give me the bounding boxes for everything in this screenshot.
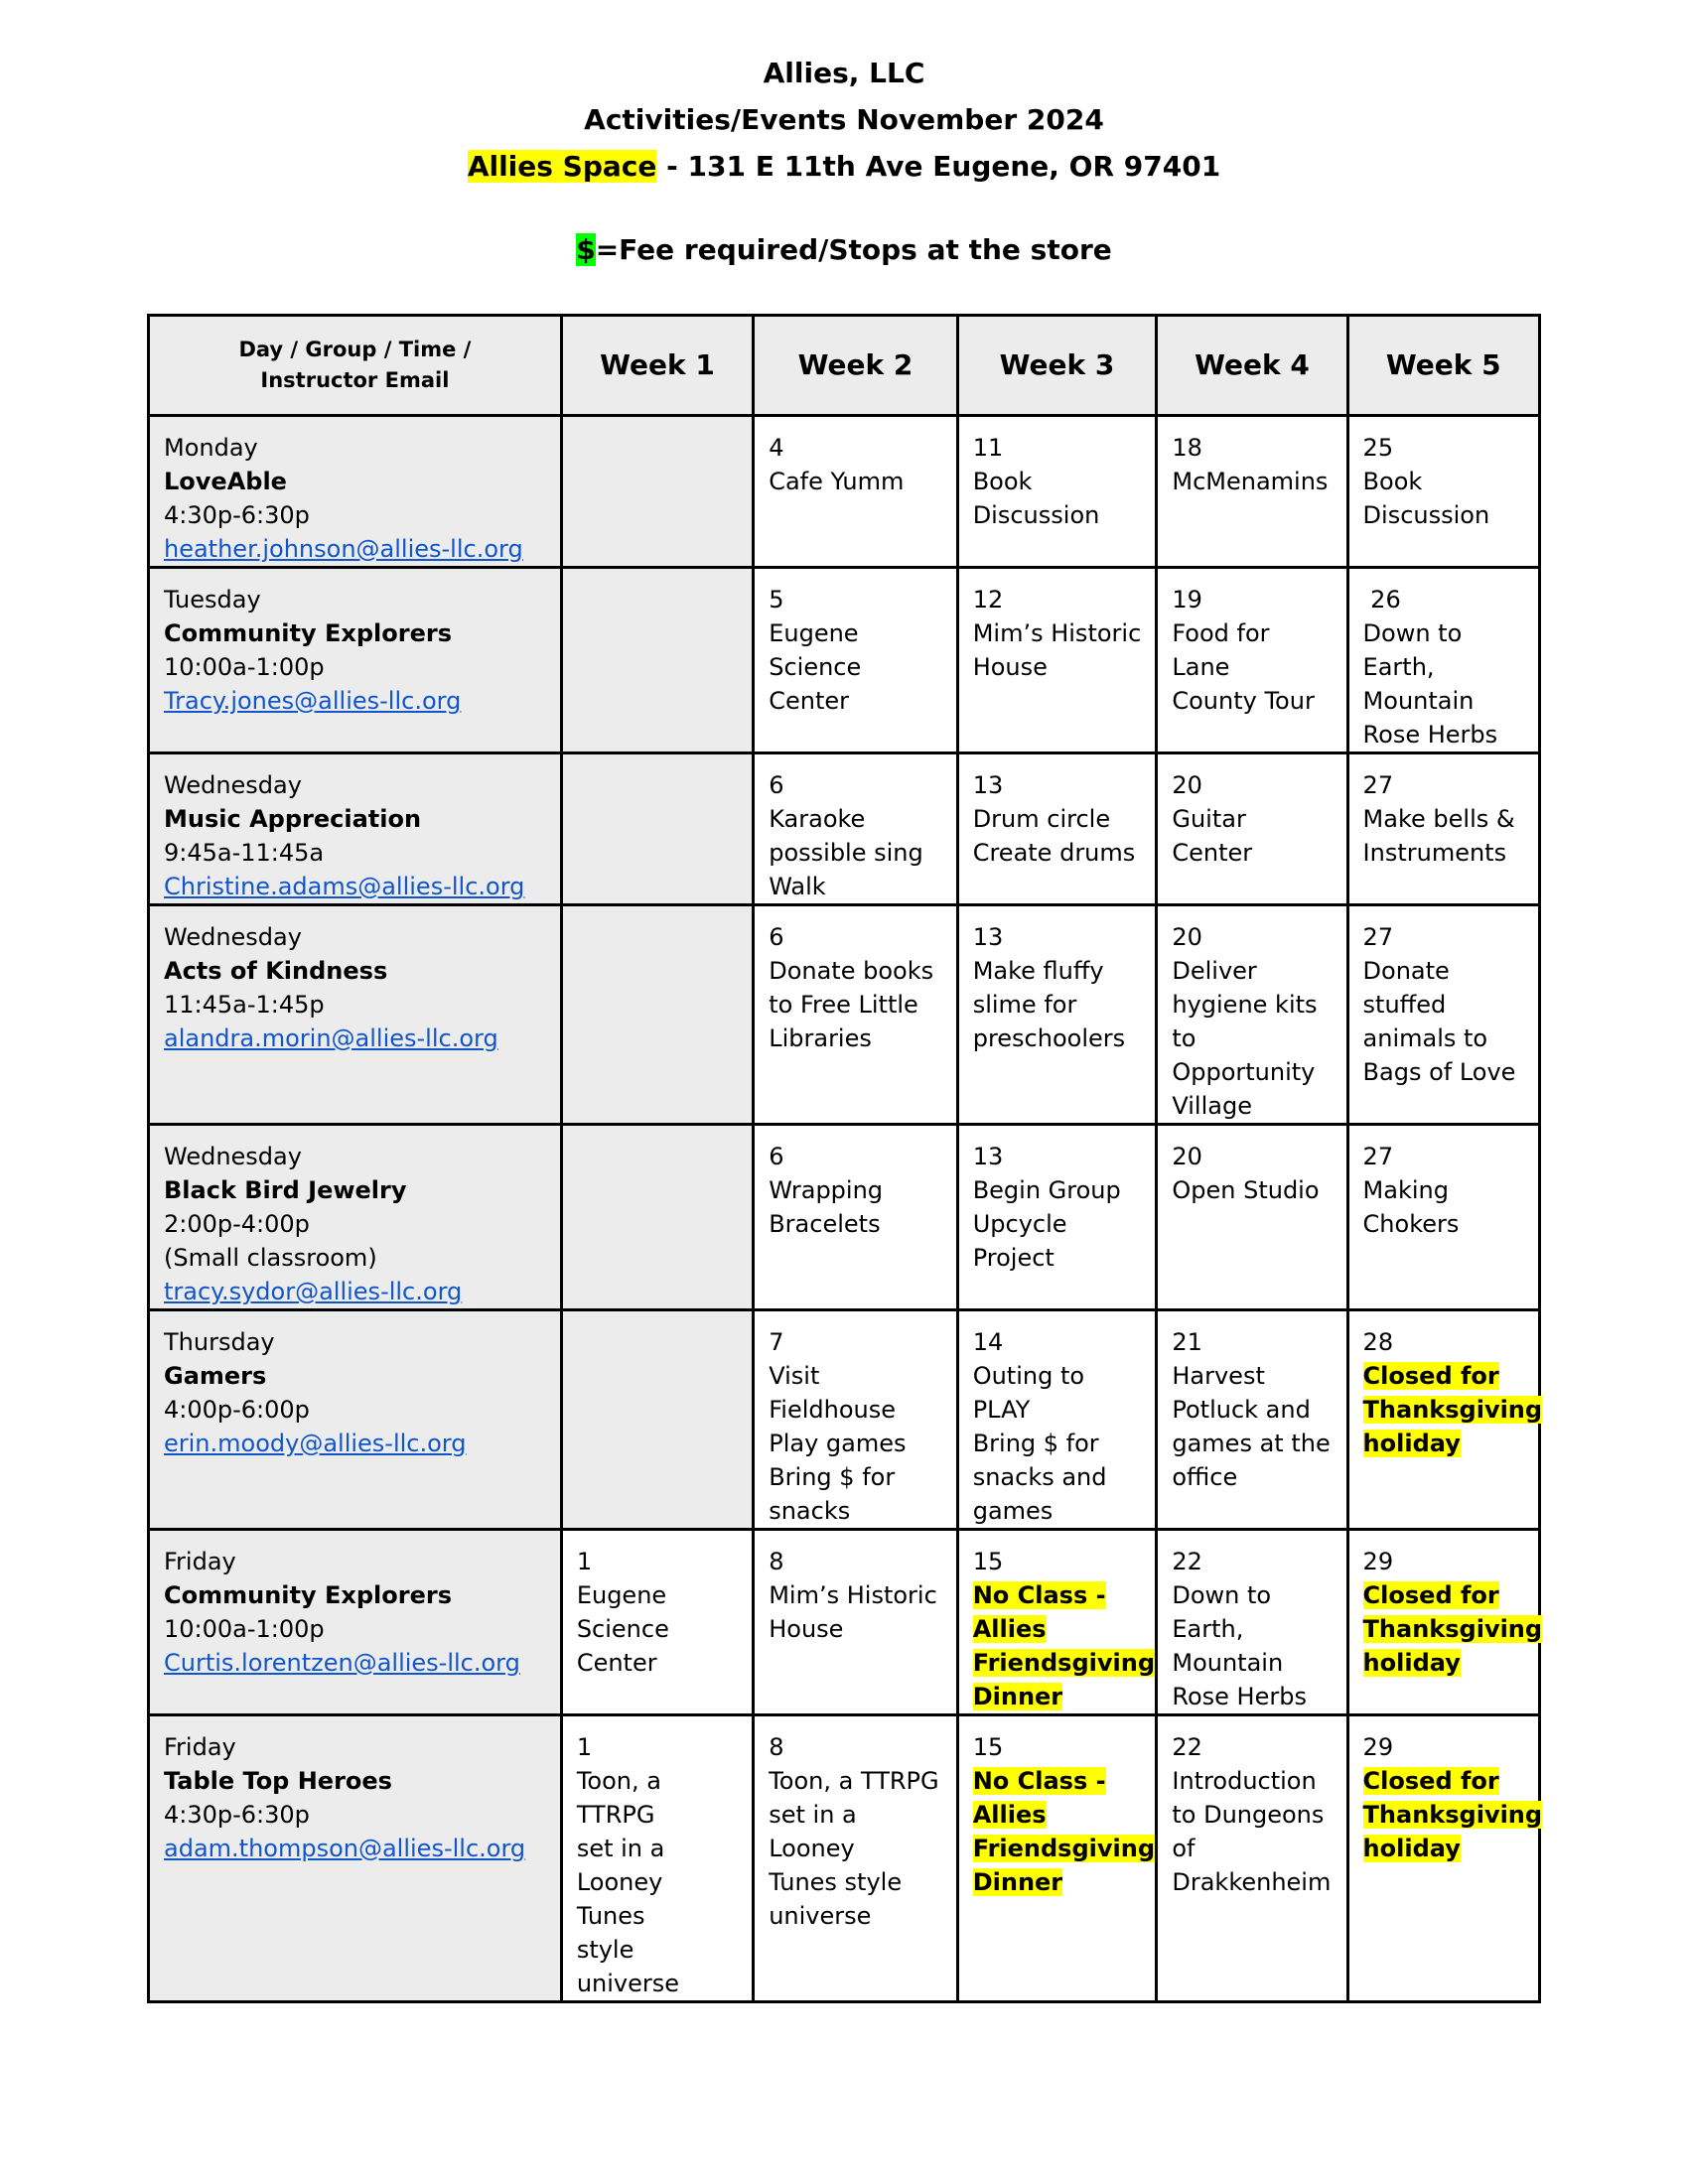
- activity-cell: [957, 753, 1157, 905]
- activity-date: 8: [769, 1733, 784, 1761]
- highlighted-activity-text: Friendsgiving: [972, 1649, 1155, 1677]
- highlighted-activity-text: Allies: [972, 1615, 1047, 1643]
- activity-text: Libraries: [769, 1024, 872, 1052]
- col-header-week-1: Week 1: [561, 316, 753, 416]
- instructor-email-link[interactable]: Tracy.jones@allies-llc.org: [164, 687, 462, 715]
- activity-text: set in a: [576, 1835, 665, 1862]
- activity-cell: [1347, 753, 1539, 905]
- activity-cell: [754, 1715, 957, 2002]
- activity-cell: [754, 1125, 957, 1310]
- activity-text: Drum circle: [972, 805, 1111, 833]
- empty-week-cell: [561, 905, 753, 1125]
- activity-text: Bracelets: [769, 1210, 881, 1238]
- activity-date: 20: [1172, 771, 1202, 799]
- activity-text: County Tour: [1172, 687, 1315, 715]
- activity-date: 18: [1172, 434, 1202, 462]
- schedule-row: [149, 568, 1540, 753]
- activity-text: Deliver: [1172, 957, 1257, 985]
- activity-date: 25: [1362, 434, 1394, 462]
- activity-date: 29: [1362, 1548, 1394, 1575]
- activity-text: Begin Group: [972, 1176, 1121, 1204]
- activity-text: Book: [1362, 468, 1423, 495]
- location-line: [0, 143, 1688, 190]
- highlighted-activity-text: Friendsgiving: [972, 1835, 1155, 1862]
- activity-text: Outing to PLAY: [972, 1362, 1085, 1424]
- activity-text: House: [769, 1615, 844, 1643]
- activity-cell: [754, 416, 957, 568]
- activity-text: of: [1172, 1835, 1196, 1862]
- instructor-email-link[interactable]: erin.moody@allies-llc.org: [164, 1430, 467, 1457]
- activity-date: 11: [972, 434, 1004, 462]
- activity-cell: [957, 1310, 1157, 1530]
- activity-date: 22: [1172, 1733, 1202, 1761]
- instructor-email-link[interactable]: Curtis.lorentzen@allies-llc.org: [164, 1649, 520, 1677]
- activity-text: to Free Little: [769, 991, 918, 1019]
- header-row: [149, 316, 1540, 416]
- activity-text: Food for Lane: [1172, 619, 1270, 681]
- activity-text: hygiene kits to: [1172, 991, 1318, 1052]
- activity-text: Opportunity: [1172, 1058, 1316, 1086]
- fee-text: =Fee required/Stops at the store: [595, 233, 1112, 266]
- highlighted-activity-text: Thanksgiving: [1362, 1396, 1543, 1424]
- activity-date: 13: [972, 923, 1004, 951]
- activity-date: 27: [1362, 771, 1394, 799]
- group-name: Community Explorers: [164, 619, 452, 647]
- activity-text: Earth,: [1362, 653, 1435, 681]
- activity-text: Rose Herbs: [1362, 721, 1498, 749]
- activity-date: 15: [972, 1733, 1004, 1761]
- activity-text: Harvest: [1172, 1362, 1265, 1390]
- time-range: 9:45a-11:45a: [164, 839, 325, 867]
- activity-date: 12: [972, 586, 1004, 614]
- activity-date: 5: [769, 586, 784, 614]
- activity-text: Mountain: [1172, 1649, 1284, 1677]
- activity-text: Visit: [769, 1362, 820, 1390]
- activity-cell: [1157, 568, 1347, 753]
- activity-text: Book: [972, 468, 1033, 495]
- activity-text: animals to: [1362, 1024, 1488, 1052]
- activity-text: style universe: [576, 1936, 680, 1997]
- time-range: 10:00a-1:00p: [164, 653, 325, 681]
- empty-week-cell: [561, 1310, 753, 1530]
- activity-cell: [1347, 905, 1539, 1125]
- document-header: [0, 50, 1688, 190]
- activity-cell: [1347, 568, 1539, 753]
- activity-text: Discussion: [1362, 501, 1490, 529]
- activity-date: 15: [972, 1548, 1004, 1575]
- activity-date: 27: [1362, 923, 1394, 951]
- activity-text: McMenamins: [1172, 468, 1329, 495]
- activity-cell: [754, 753, 957, 905]
- time-range: 4:30p-6:30p: [164, 501, 310, 529]
- time-range: 10:00a-1:00p: [164, 1615, 325, 1643]
- activity-cell: [1157, 1125, 1347, 1310]
- activity-cell: [1157, 1530, 1347, 1715]
- activity-text: set in a Looney: [769, 1801, 857, 1862]
- empty-week-cell: [561, 568, 753, 753]
- activity-text: Mim’s Historic: [972, 619, 1142, 647]
- day-info-cell: [149, 905, 562, 1125]
- highlighted-activity-text: Closed for: [1362, 1767, 1499, 1795]
- schedule-row: [149, 753, 1540, 905]
- activity-date: 26: [1362, 586, 1401, 614]
- time-range: 2:00p-4:00p: [164, 1210, 310, 1238]
- activity-cell: [1157, 1715, 1347, 2002]
- activity-text: Cafe Yumm: [769, 468, 905, 495]
- activity-text: Discussion: [972, 501, 1100, 529]
- activity-text: Donate: [1362, 957, 1450, 985]
- activity-cell: [754, 568, 957, 753]
- activity-text: Earth,: [1172, 1615, 1244, 1643]
- activity-text: Fieldhouse: [769, 1396, 896, 1424]
- activity-text: stuffed: [1362, 991, 1447, 1019]
- instructor-email-link[interactable]: heather.johnson@allies-llc.org: [164, 535, 523, 563]
- activity-text: Eugene Science: [769, 619, 862, 681]
- empty-week-cell: [561, 753, 753, 905]
- activity-text: snacks: [769, 1497, 851, 1525]
- schedule-row: [149, 1125, 1540, 1310]
- activity-date: 1: [576, 1733, 593, 1761]
- activity-text: Upcycle: [972, 1210, 1067, 1238]
- activity-text: Potluck and: [1172, 1396, 1311, 1424]
- activity-date: 4: [769, 434, 784, 462]
- activity-cell: [1347, 416, 1539, 568]
- time-range: 4:00p-6:00p: [164, 1396, 310, 1424]
- day-info-cell: [149, 1310, 562, 1530]
- highlighted-activity-text: Closed for: [1362, 1362, 1499, 1390]
- activity-text: Introduction: [1172, 1767, 1317, 1795]
- document-title: Activities/Events November 2024: [584, 103, 1104, 136]
- activity-date: 13: [972, 771, 1004, 799]
- activity-cell: [957, 1530, 1157, 1715]
- time-range: 11:45a-1:45p: [164, 991, 325, 1019]
- activity-text: Center: [769, 687, 849, 715]
- schedule-row: [149, 1530, 1540, 1715]
- activity-date: 7: [769, 1328, 784, 1356]
- activity-date: 20: [1172, 923, 1202, 951]
- activity-text: Toon, a TTRPG: [769, 1767, 939, 1795]
- activity-date: 6: [769, 923, 784, 951]
- group-name: Music Appreciation: [164, 805, 422, 833]
- instructor-email-link[interactable]: tracy.sydor@allies-llc.org: [164, 1278, 463, 1305]
- activity-date: 20: [1172, 1143, 1202, 1170]
- activity-text: Make bells &: [1362, 805, 1515, 833]
- activity-cell: [1347, 1715, 1543, 2002]
- activity-text: Science Center: [576, 1615, 669, 1677]
- col-header-day: Day / Group / Time / Instructor Email: [149, 316, 562, 416]
- activity-text: Tunes style: [769, 1868, 903, 1896]
- time-range: 4:30p-6:30p: [164, 1801, 310, 1829]
- activity-cell: [1347, 1310, 1543, 1530]
- activity-text: Walk: [769, 873, 826, 900]
- activity-text: slime for: [972, 991, 1077, 1019]
- highlighted-activity-text: No Class -: [972, 1581, 1106, 1609]
- day-name: Friday: [164, 1733, 236, 1761]
- empty-week-cell: [561, 416, 753, 568]
- instructor-email-link[interactable]: alandra.morin@allies-llc.org: [164, 1024, 498, 1052]
- activity-cell: [561, 1715, 753, 2002]
- empty-week-cell: [561, 1125, 753, 1310]
- activity-cell: [561, 1530, 753, 1715]
- activity-text: Guitar Center: [1172, 805, 1253, 867]
- highlighted-activity-text: holiday: [1362, 1649, 1461, 1677]
- activity-text: Village: [1172, 1092, 1252, 1120]
- activity-text: Rose Herbs: [1172, 1683, 1307, 1710]
- activity-text: Bags of Love: [1362, 1058, 1516, 1086]
- col-header-week-2: Week 2: [754, 316, 957, 416]
- activity-cell: [754, 1310, 957, 1530]
- highlighted-activity-text: Dinner: [972, 1868, 1063, 1896]
- activity-cell: [1347, 1530, 1543, 1715]
- activity-cell: [1157, 905, 1347, 1125]
- day-name: Monday: [164, 434, 258, 462]
- col-header-week-4: Week 4: [1157, 316, 1347, 416]
- activity-text: Toon, a TTRPG: [576, 1767, 661, 1829]
- activity-text: Mim’s Historic: [769, 1581, 937, 1609]
- activity-cell: [957, 1125, 1157, 1310]
- activity-text: office: [1172, 1463, 1238, 1491]
- day-name: Wednesday: [164, 1143, 302, 1170]
- activity-text: Looney Tunes: [576, 1868, 663, 1930]
- activity-text: Open Studio: [1172, 1176, 1320, 1204]
- org-name: Allies, LLC: [763, 57, 925, 89]
- group-name: Gamers: [164, 1362, 267, 1390]
- activity-date: 22: [1172, 1548, 1202, 1575]
- activity-cell: [957, 1715, 1157, 2002]
- day-name: Friday: [164, 1548, 236, 1575]
- highlighted-activity-text: Thanksgiving: [1362, 1801, 1543, 1829]
- day-name: Thursday: [164, 1328, 275, 1356]
- highlighted-activity-text: No Class -: [972, 1767, 1106, 1795]
- activity-date: 19: [1172, 586, 1202, 614]
- activity-text: Down to: [1172, 1581, 1272, 1609]
- activity-cell: [1157, 1310, 1347, 1530]
- activity-text: Bring $ for: [972, 1430, 1099, 1457]
- activity-cell: [957, 568, 1157, 753]
- activity-text: Down to: [1362, 619, 1463, 647]
- activity-text: Chokers: [1362, 1210, 1460, 1238]
- activity-text: Bring $ for: [769, 1463, 896, 1491]
- activity-cell: [754, 905, 957, 1125]
- highlighted-activity-text: Closed for: [1362, 1581, 1499, 1609]
- highlighted-activity-text: holiday: [1362, 1430, 1461, 1457]
- schedule-row: [149, 1310, 1540, 1530]
- activity-text: to Dungeons: [1172, 1801, 1325, 1829]
- col-header-week-3: Week 3: [957, 316, 1157, 416]
- activity-date: 28: [1362, 1328, 1394, 1356]
- group-name: LoveAble: [164, 468, 287, 495]
- activity-text: Mountain: [1362, 687, 1475, 715]
- schedule-row: [149, 416, 1540, 568]
- activity-text: preschoolers: [972, 1024, 1126, 1052]
- activity-cell: [957, 416, 1157, 568]
- activity-text: snacks and: [972, 1463, 1107, 1491]
- group-name: Black Bird Jewelry: [164, 1176, 407, 1204]
- activity-text: Instruments: [1362, 839, 1507, 867]
- fee-legend: [0, 228, 1688, 272]
- activity-text: House: [972, 653, 1048, 681]
- activity-cell: [957, 905, 1157, 1125]
- schedule-row: [149, 905, 1540, 1125]
- activity-text: games at the: [1172, 1430, 1331, 1457]
- day-name: Wednesday: [164, 771, 302, 799]
- group-name: Table Top Heroes: [164, 1767, 392, 1795]
- activity-text: possible sing: [769, 839, 923, 867]
- activity-date: 13: [972, 1143, 1004, 1170]
- day-name: Tuesday: [164, 586, 261, 614]
- activity-cell: [754, 1530, 957, 1715]
- activity-date: 8: [769, 1548, 784, 1575]
- activity-text: Making: [1362, 1176, 1449, 1204]
- activity-text: Wrapping: [769, 1176, 884, 1204]
- activity-date: 21: [1172, 1328, 1202, 1356]
- instructor-email-link[interactable]: Christine.adams@allies-llc.org: [164, 873, 525, 900]
- activity-text: Create drums: [972, 839, 1136, 867]
- activity-cell: [1347, 1125, 1539, 1310]
- activity-date: 14: [972, 1328, 1004, 1356]
- activity-date: 6: [769, 1143, 784, 1170]
- highlighted-activity-text: Thanksgiving: [1362, 1615, 1543, 1643]
- schedule-table: [147, 314, 1541, 2003]
- activity-date: 27: [1362, 1143, 1394, 1170]
- room-note: (Small classroom): [164, 1244, 377, 1272]
- day-name: Wednesday: [164, 923, 302, 951]
- activity-text: universe: [769, 1902, 872, 1930]
- instructor-email-link[interactable]: adam.thompson@allies-llc.org: [164, 1835, 526, 1862]
- day-info-cell: [149, 1715, 562, 2002]
- activity-text: Donate books: [769, 957, 934, 985]
- day-info-cell: [149, 416, 562, 568]
- group-name: Acts of Kindness: [164, 957, 388, 985]
- day-info-cell: [149, 1530, 562, 1715]
- col-header-week-5: Week 5: [1347, 316, 1539, 416]
- activity-text: Project: [972, 1244, 1055, 1272]
- space-address: - 131 E 11th Ave Eugene, OR 97401: [656, 150, 1221, 183]
- day-info-cell: [149, 1125, 562, 1310]
- day-info-cell: [149, 568, 562, 753]
- fee-symbol: $: [576, 233, 596, 266]
- activity-text: Drakkenheim: [1172, 1868, 1332, 1896]
- day-info-cell: [149, 753, 562, 905]
- highlighted-activity-text: Allies: [972, 1801, 1047, 1829]
- activity-text: Karaoke: [769, 805, 866, 833]
- space-name: Allies Space: [467, 150, 657, 183]
- activity-date: 29: [1362, 1733, 1394, 1761]
- activity-date: 6: [769, 771, 784, 799]
- highlighted-activity-text: holiday: [1362, 1835, 1461, 1862]
- activity-text: Eugene: [576, 1581, 667, 1609]
- schedule-row: [149, 1715, 1540, 2002]
- activity-cell: [1157, 753, 1347, 905]
- activity-text: games: [972, 1497, 1054, 1525]
- group-name: Community Explorers: [164, 1581, 452, 1609]
- highlighted-activity-text: Dinner: [972, 1683, 1063, 1710]
- activity-cell: [1157, 416, 1347, 568]
- activity-text: Play games: [769, 1430, 907, 1457]
- activity-text: Make fluffy: [972, 957, 1104, 985]
- activity-date: 1: [576, 1548, 593, 1575]
